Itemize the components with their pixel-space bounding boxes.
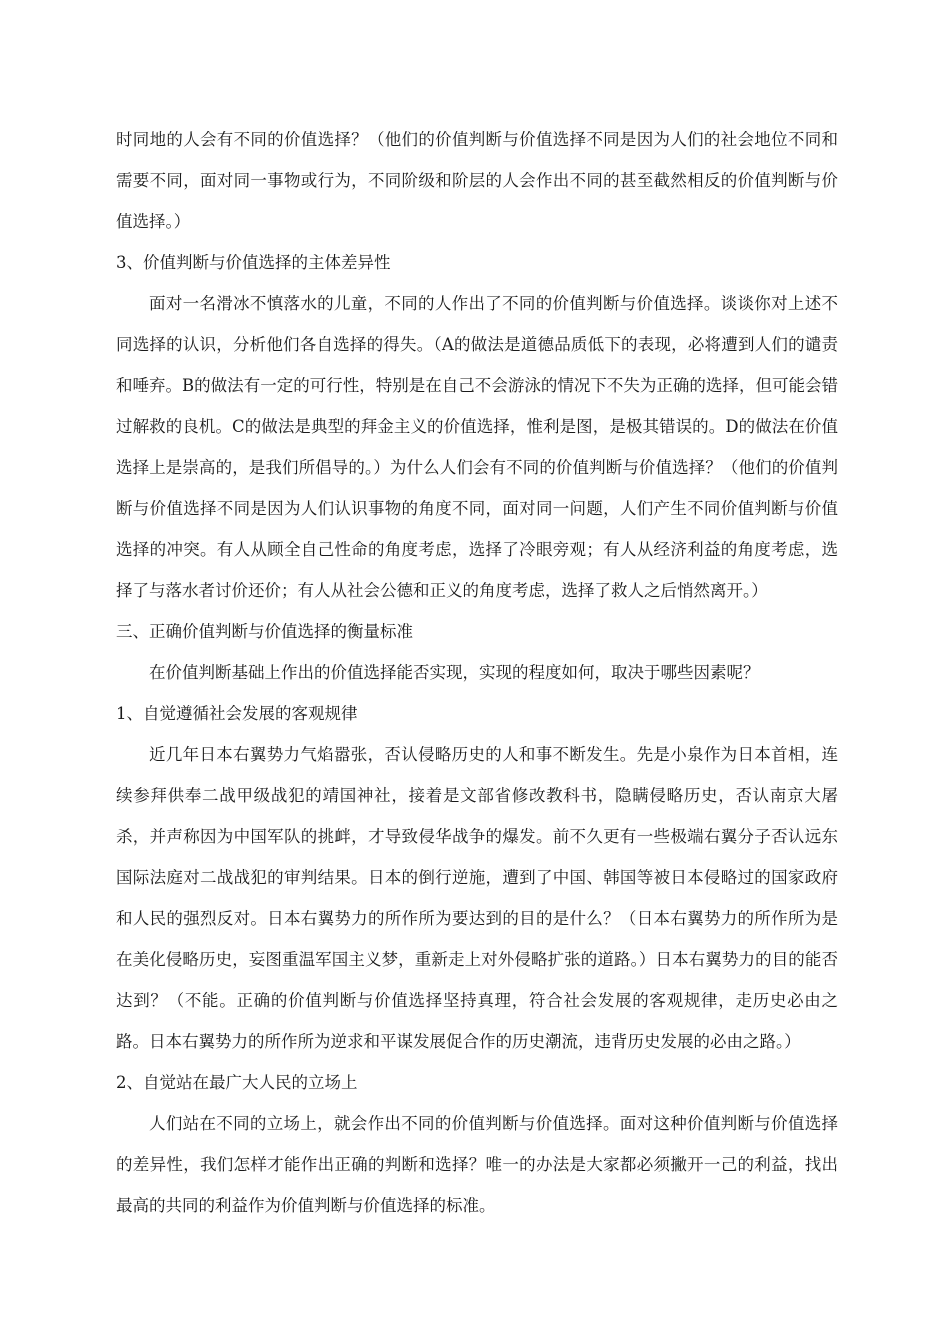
paragraph-people-standpoint: 人们站在不同的立场上，就会作出不同的价值判断与价值选择。面对这种价值判断与价值选择的差异性，我们怎样才能作出正确的判断和选择？唯一的办法是大家都必须撇开一己的利益，找出最高的共同的利益作为价值判断与价值选择的标准。 [116, 1114, 838, 1215]
section-heading-1: 1、自觉遵循社会发展的客观规律 [116, 704, 358, 723]
document-body [116, 119, 838, 1226]
paragraph-japan-right-wing: 近几年日本右翼势力气焰嚣张，否认侵略历史的人和事不断发生。先是小泉作为日本首相，连续参拜供奉二战甲级战犯的靖国神社，接着是文部省修改教科书，隐瞒侵略历史，否认南京大屠杀，并声称因为中国军队的挑衅，才导致侵华战争的爆发。前不久更有一些极端右翼分子否认远东国际法庭对二战战犯的审判结果。日本的倒行逆施，遭到了中国、韩国等被日本侵略过的国家政府和人民的强烈反对。日本右翼势力的所作所为要达到的目的是什么？（日本右翼势力的所作所为是在美化侵略历史，妄图重温军国主义梦，重新走上对外侵略扩张的道路。）日本右翼势力的目的能否达到？（不能。正确的价值判断与价值选择坚持真理，符合社会发展的客观规律，走历史必由之路。日本右翼势力的所作所为逆求和平谋发展促合作的历史潮流，违背历史发展的必由之路。） [116, 745, 838, 1051]
section-heading-criteria: 三、正确价值判断与价值选择的衡量标准 [116, 622, 413, 641]
paragraph-question: 在价值判断基础上作出的价值选择能否实现，实现的程度如何，取决于哪些因素呢？ [149, 663, 760, 682]
paragraph-drowning-child: 面对一名滑冰不慎落水的儿童，不同的人作出了不同的价值判断与价值选择。谈谈你对上述不同选择的认识，分析他们各自选择的得失。（A的做法是道德品质低下的表现，必将遭到人们的谴责和唾弃。B的做法有一定的可行性，特别是在自己不会游泳的情况下不失为正确的选择，但可能会错过解救的良机。C的做法是典型的拜金主义的价值选择，惟利是图，是极其错误的。D的做法在价值选择上是崇高的，是我们所倡导的。）为什么人们会有不同的价值判断与价值选择？（他们的价值判断与价值选择不同是因为人们认识事物的角度不同，面对同一问题，人们产生不同价值判断与价值选择的冲突。有人从顾全自己性命的角度考虑，选择了冷眼旁观；有人从经济利益的角度考虑，选择了与落水者讨价还价；有人从社会公德和正义的角度考虑，选择了救人之后悄然离开。） [116, 294, 838, 600]
paragraph-continuation: 时同地的人会有不同的价值选择？（他们的价值判断与价值选择不同是因为人们的社会地位不同和需要不同，面对同一事物或行为，不同阶级和阶层的人会作出不同的甚至截然相反的价值判断与价值选择。） [116, 130, 838, 231]
section-heading-3: 3、价值判断与价值选择的主体差异性 [116, 253, 391, 272]
section-heading-2: 2、自觉站在最广大人民的立场上 [116, 1073, 358, 1092]
